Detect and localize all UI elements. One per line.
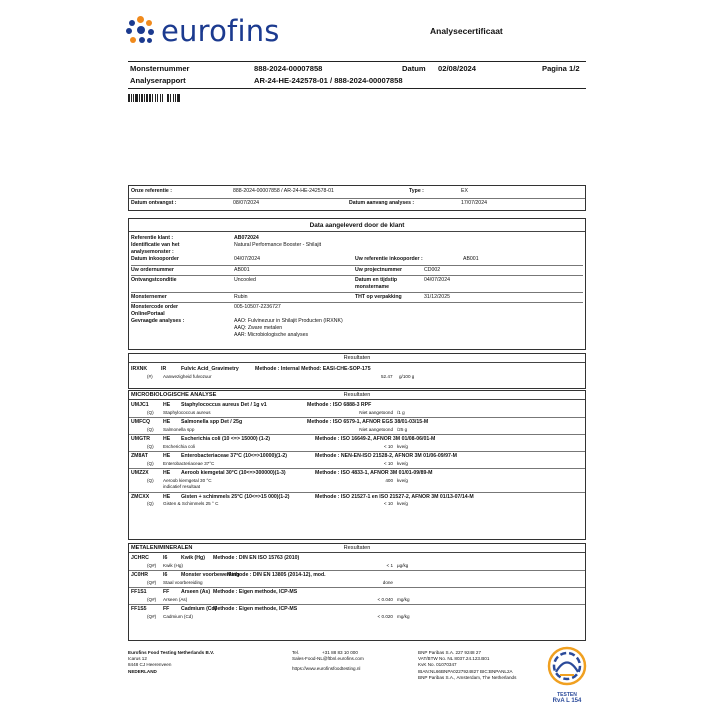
document-title: Analysecertificaat (430, 26, 503, 36)
result-value: < 10 (383, 443, 393, 449)
uw-ordernummer-label: Uw ordernummer (131, 267, 174, 273)
result-note: indicatief resultaat (163, 484, 201, 489)
onze-referentie-value: 888-2024-00007858 / AR-24-HE-242578-01 (233, 188, 334, 194)
test-code: UMGTR (131, 436, 151, 442)
monstercode-value: 005-10507-2236727 (234, 304, 281, 310)
result-row (129, 444, 585, 451)
test-code: JCHRC (131, 555, 149, 561)
test-name: Staphylococcus aureus Det / 1g v1 (181, 402, 267, 408)
result-row (129, 614, 585, 621)
test-row (129, 453, 585, 461)
result-row (129, 580, 585, 587)
test-method: Methode : DIN EN 13805 (2014-12), mod. (227, 572, 326, 578)
result-unit: kve/g (397, 477, 408, 483)
analyserapport-label: Analyserapport (130, 76, 186, 85)
tht-value: 31/12/2025 (424, 294, 450, 300)
monsternummer-label: Monsternummer (130, 64, 190, 73)
test-name: Gisten + schimmels 25°C (10<=>15 000)(1-2) (181, 493, 290, 500)
result-value: < 10 (383, 501, 393, 506)
lab-code: HE (163, 436, 171, 442)
result-parameter: Staphylococcus aureus (163, 409, 211, 415)
test-row (129, 419, 585, 427)
test-code: ZMCXX (131, 493, 150, 500)
test-row (129, 402, 585, 410)
lab-code: IR (161, 366, 167, 372)
microbiology-title: MICROBIOLOGISCHE ANALYSE (131, 392, 217, 398)
result-unit: /1 g (397, 409, 405, 415)
test-name: Enterobacteriaceae 37°C (10<=>10000)(1-2) (181, 453, 288, 459)
result-unit: g/100 g (399, 373, 415, 379)
result-parameter: Cadmium (Cd) (163, 613, 193, 619)
microbiology-header (129, 391, 585, 400)
test-method: Methode : Internal Method: EASI-CHE-SOP-175 (255, 366, 371, 372)
datum-ontvangst-label: Datum ontvangst : (131, 200, 177, 206)
identificatie-value: Natural Performance Booster - Shilajit (234, 242, 322, 248)
test-row (129, 470, 585, 478)
test-method: Methode : Eigen methode, ICP-MS (213, 589, 298, 595)
result-value: < 10 (383, 460, 393, 466)
client-data-title: Data aangeleverd door de klant (129, 219, 585, 232)
datum-ontvangst-value: 08/07/2024 (233, 200, 259, 206)
identificatie-label: Identificatie van het analysemonster : (131, 242, 180, 255)
test-name: Kwik (Hg) (181, 555, 205, 561)
metals-results-box (128, 543, 586, 641)
gevraagde-analyse-1: AAO: Fulvinezuur in Shilajit Producten (IRXNK) (234, 318, 343, 324)
test-name: Arseen (As) (181, 589, 211, 595)
rva-accreditation-logo (544, 645, 590, 705)
test-method: Methode : ISO 16649-2, AFNOR 3M 01/08-06/01-M (315, 436, 436, 442)
monsternemer-value: Rubin (234, 294, 248, 300)
test-name: Cadmium (Cd) (181, 606, 217, 612)
footer-bank (418, 650, 516, 681)
results-label: Resultaten (343, 392, 371, 398)
test-code: ZM8AT (131, 453, 148, 459)
result-row (129, 410, 585, 417)
datum-aanvang-value: 17/07/2024 (461, 200, 487, 206)
ontvangstconditie-label: Ontvangstconditie (131, 277, 177, 283)
result-flag: (Q#) (147, 562, 157, 568)
barcode (128, 94, 204, 102)
uw-ordernummer-value: AB001 (234, 267, 250, 273)
result-flag: (Q) (147, 477, 154, 483)
result-value: Niet aangetoond (359, 409, 393, 415)
test-row (129, 555, 585, 563)
onze-referentie-label: Onze referentie : (131, 188, 172, 194)
header-top-rule (128, 61, 586, 62)
result-unit: kve/g (397, 460, 408, 466)
row-separator (129, 451, 585, 452)
datum-inkooporder-value: 04/07/2024 (234, 256, 260, 262)
lab-code: FF (163, 589, 170, 595)
test-row (129, 494, 585, 502)
result-parameter: Arseen (As) (163, 596, 188, 602)
datum-value: 02/08/2024 (438, 64, 477, 73)
lab-code: FF (163, 606, 170, 612)
uw-ref-inkooporder-label: Uw referentie inkooporder : (355, 256, 423, 262)
test-method: Methode : Eigen methode, ICP-MS (213, 606, 298, 612)
result-value: < 0.040 (377, 596, 393, 602)
ref-klant-label: Referentie klant : (131, 235, 174, 241)
result-flag: (Q#) (147, 613, 157, 619)
test-row (129, 572, 585, 580)
ref-klant-value: AB072024 (234, 235, 259, 241)
info-row-datum (131, 200, 585, 208)
lab-code: HE (163, 470, 171, 476)
client-data-box (128, 218, 586, 350)
monsternemer-label: Monsternemer (131, 294, 167, 300)
metals-header (129, 544, 585, 553)
lab-code: I6 (163, 555, 168, 561)
row-separator (129, 468, 585, 469)
test-method: Methode : NEN-EN-ISO 21528-2, AFNOR 3M 01/06-09/97-M (315, 453, 457, 459)
result-unit: mg/kg (397, 613, 410, 619)
result-unit: kve/g (397, 501, 408, 506)
result-parameter: Enterobacteriaceae 37°C (163, 460, 215, 466)
test-name: Salmonella spp Det / 25g (181, 419, 243, 425)
test-row (129, 366, 585, 374)
datum-tijdstip-label: Datum en tijdstip monstername (355, 277, 398, 290)
datum-inkooporder-label: Datum inkooporder (131, 256, 179, 262)
irxnk-results-header (129, 354, 585, 363)
test-method: Methode : ISO 6888-3 RPF (307, 402, 372, 408)
rva-label-2: RvA L 154 (552, 698, 582, 704)
test-method: Methode : ISO 6579-1, AFNOR EGS 38/01-03/15-M (307, 419, 429, 425)
lab-code: I6 (163, 572, 168, 578)
sample-info-box (128, 185, 586, 211)
row-separator (129, 492, 585, 493)
test-code: FF1S5 (131, 606, 147, 612)
results-label: Resultaten (343, 545, 371, 551)
result-value: done (382, 579, 393, 585)
result-unit: /25 g (397, 426, 408, 432)
result-value: < 0.020 (377, 613, 393, 619)
result-row (129, 501, 585, 508)
result-flag: (Q) (147, 501, 154, 506)
result-unit: mg/kg (397, 596, 410, 602)
result-row (129, 563, 585, 570)
footer-bank-line-3: KvK No. 01070347 (418, 662, 457, 668)
footer-bank-line-2: VAT/BTW No. NL 8037.24.123.B01 (418, 656, 490, 662)
test-code: UMJC1 (131, 402, 149, 408)
test-code: UMZ2X (131, 470, 149, 476)
result-unit: kve/g (397, 443, 408, 449)
gevraagde-analyse-2: AAQ: Zware metalen (234, 325, 283, 331)
result-parameter: Gisten & Schimmels 25 ° C (163, 501, 219, 506)
result-flag: (Q#) (147, 596, 157, 602)
analyserapport-value: AR-24-HE-242578-01 / 888-2024-00007858 (254, 76, 403, 85)
uw-projectnummer-label: Uw projectnummer (355, 267, 402, 273)
row-separator (129, 417, 585, 418)
datum-tijdstip-value: 04/07/2024 (424, 277, 450, 283)
result-row (129, 461, 585, 468)
row-separator (129, 570, 585, 571)
test-method: Methode : DIN EN ISO 15763 (2010) (213, 555, 300, 561)
test-code: UMFCQ (131, 419, 151, 425)
test-name: Monster voorbewerking (181, 572, 240, 578)
result-note-row (129, 484, 585, 491)
eurofins-logo-icon (126, 16, 156, 46)
tht-label: THT op verpakking (355, 294, 402, 300)
result-flag: (Q) (147, 443, 154, 449)
result-flag: (#) (147, 373, 153, 379)
footer-email: Sales-Food-NL@ftbnl.eurofins.com (292, 656, 364, 662)
lab-code: HE (163, 453, 171, 459)
row-separator (129, 604, 585, 605)
result-flag: (Q) (147, 460, 154, 466)
footer-bank-line-5: BNP Paribas S.A., Amsterdam, The Netherlands (418, 674, 517, 680)
test-code: JC0HR (131, 572, 149, 578)
footer-website: https://www.eurofinsfoodtesting.nl (292, 666, 361, 672)
rva-emblem-icon (544, 645, 590, 687)
test-code: IRXNK (131, 366, 148, 372)
irxnk-results-box (128, 353, 586, 389)
footer-tel-label: Tel. (292, 650, 300, 655)
result-parameter: Salmonella spp (163, 426, 195, 432)
lab-code: HE (163, 419, 171, 425)
lab-code: HE (163, 493, 171, 500)
gevraagde-analyse-3: AAR: Microbiologische analyses (234, 332, 309, 338)
test-row (129, 606, 585, 614)
test-code: FF1S1 (131, 589, 147, 595)
monsternummer-value: 888-2024-00007858 (254, 64, 323, 73)
lab-code: HE (163, 402, 171, 408)
result-row (129, 374, 585, 381)
info-row-referentie (131, 188, 585, 196)
uw-projectnummer-value: CD002 (424, 267, 441, 273)
page-number: Pagina 1/2 (542, 64, 580, 73)
result-parameter: Aeroob kiemgetal 30 °C (163, 477, 212, 483)
metals-test-list (129, 553, 585, 620)
result-parameter: Staal voorbereiding (163, 579, 203, 585)
test-method: Methode : ISO 21527-1 en ISO 21527-2, AFNOR 3M 01/13-07/14-M (315, 493, 474, 500)
metals-title: METALEN/MINERALEN (131, 545, 193, 551)
footer-company: Eurofins Food Testing Netherlands B.V. (128, 650, 215, 655)
test-name: Fulvic Acid_Gravimetry (181, 366, 239, 372)
type-label: Type : (409, 188, 424, 194)
footer-address-line-2: 8448 CJ Heerenveen (128, 662, 172, 668)
eurofins-logo (126, 14, 280, 48)
result-value: 400 (385, 477, 393, 483)
result-value: 52.47 (381, 373, 393, 379)
result-row (129, 597, 585, 604)
footer-tel-value: +31 88 83 10 000 (322, 650, 358, 655)
footer-bank-line-1: BNP Paribas S.A. 227 9248 27 (418, 650, 481, 655)
monstercode-label: Monstercode order OnlinePortaal (131, 304, 178, 317)
microbiology-results-box (128, 390, 586, 540)
ontvangstconditie-value: Uncooled (234, 277, 256, 283)
result-row (129, 427, 585, 434)
test-method: Methode : ISO 4833-1, AFNOR 3M 01/01-09/89-M (315, 470, 433, 476)
gevraagde-analyses-label: Gevraagde analyses : (131, 318, 185, 324)
row-separator (129, 434, 585, 435)
footer-contact (292, 650, 364, 673)
type-value: EX (461, 188, 468, 194)
test-name: Escherichia coli (10 <=> 15000) (1-2) (181, 436, 270, 442)
result-flag: (Q) (147, 409, 154, 415)
result-parameter: Escherichia coli (163, 443, 195, 449)
brand-name: eurofins (161, 14, 280, 48)
test-name: Aeroob kiemgetal 30°C (10<=>300000)(1-3) (181, 470, 286, 476)
footer-address-line-1: Icarus 12 (128, 656, 147, 662)
test-row (129, 589, 585, 597)
result-value: < 1 (386, 562, 393, 568)
rva-label-1: TESTEN (557, 692, 577, 698)
header-bottom-rule (128, 88, 586, 89)
result-unit: µg/kg (397, 562, 409, 568)
footer-address (128, 650, 214, 675)
result-parameter: Kwik (Hg) (163, 562, 183, 568)
result-parameter: Aanwezigheid fulvozuur (163, 373, 212, 379)
footer-bank-line-4: IBAN:NL66BNPA0227924827 BIC:BNPANL2A (418, 668, 513, 674)
datum-label: Datum (402, 64, 426, 73)
result-flag: (Q#) (147, 579, 157, 585)
test-row (129, 436, 585, 444)
row-separator (129, 587, 585, 588)
result-value: Niet aangetoond (359, 426, 393, 432)
client-data-rows (131, 235, 583, 340)
microbiology-test-list (129, 400, 585, 508)
result-flag: (Q) (147, 426, 154, 432)
datum-aanvang-label: Datum aanvang analyses : (349, 200, 415, 206)
results-label: Resultaten (343, 355, 371, 361)
uw-ref-inkooporder-value: AB001 (463, 256, 479, 262)
footer-address-line-3: NEDERLAND (128, 668, 157, 674)
